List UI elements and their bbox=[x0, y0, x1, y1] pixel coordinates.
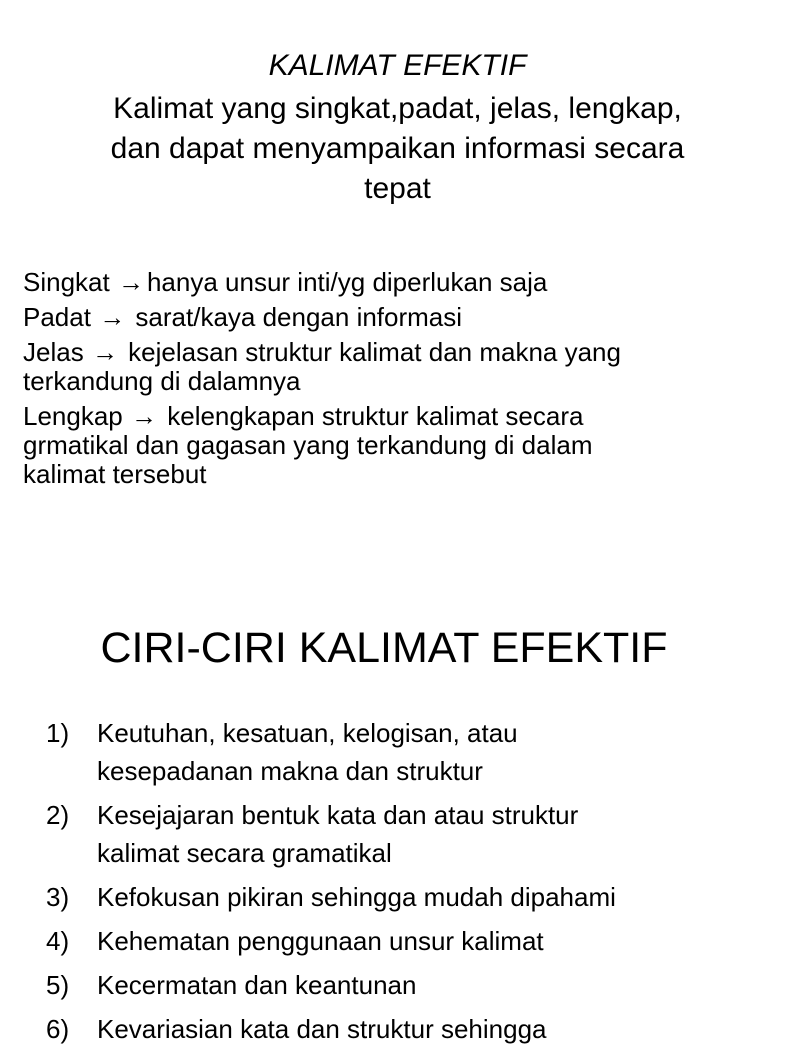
list-text-line: kesepadanan makna dan struktur bbox=[97, 756, 483, 786]
definition-item bbox=[23, 338, 743, 396]
definition-term: Lengkap bbox=[23, 401, 123, 431]
definition-item bbox=[23, 303, 743, 332]
list-number: 1) bbox=[46, 718, 70, 748]
slide-subtitle bbox=[40, 89, 755, 209]
arrow-right-icon: → bbox=[99, 302, 126, 332]
definition-term: Padat bbox=[23, 302, 91, 332]
definition-line bbox=[23, 338, 743, 367]
definition-line bbox=[23, 303, 743, 332]
list-text bbox=[97, 714, 746, 790]
list-text-line: kalimat secara gramatikal bbox=[97, 838, 392, 868]
characteristics-list bbox=[46, 714, 746, 1054]
definition-list bbox=[23, 268, 743, 495]
list-text-line: Kevariasian kata dan struktur sehingga bbox=[97, 1014, 547, 1044]
list-text bbox=[97, 1010, 746, 1048]
definition-item bbox=[23, 268, 743, 297]
definition-text: sarat/kaya dengan informasi bbox=[135, 302, 463, 332]
list-text bbox=[97, 796, 746, 872]
definition-item bbox=[23, 402, 743, 489]
arrow-right-icon: → bbox=[131, 401, 157, 431]
definition-term: Jelas bbox=[23, 337, 84, 367]
list-number: 5) bbox=[46, 970, 70, 1000]
list-text-line: Keutuhan, kesatuan, kelogisan, atau bbox=[97, 718, 518, 748]
list-text-line: Kesejajaran bentuk kata dan atau struktur bbox=[97, 800, 579, 830]
subtitle-line: dan dapat menyampaikan informasi secara bbox=[110, 132, 685, 165]
list-text-line: Kehematan penggunaan unsur kalimat bbox=[97, 926, 544, 956]
arrow-right-icon: → bbox=[91, 337, 118, 367]
list-text bbox=[97, 922, 746, 960]
subtitle-line: tepat bbox=[364, 172, 431, 205]
list-item bbox=[46, 878, 746, 916]
definition-text: hanya unsur inti/yg diperlukan saja bbox=[146, 267, 548, 297]
definition-line bbox=[23, 402, 743, 431]
definition-term: Singkat bbox=[23, 267, 110, 297]
list-number: 4) bbox=[46, 926, 70, 956]
list-number: 2) bbox=[46, 800, 70, 830]
list-item bbox=[46, 714, 746, 790]
list-text-line: Kecermatan dan keantunan bbox=[97, 970, 417, 1000]
arrow-right-icon: → bbox=[117, 267, 144, 297]
list-number: 6) bbox=[46, 1014, 70, 1044]
list-item bbox=[46, 1010, 746, 1048]
list-number: 3) bbox=[46, 882, 70, 912]
list-item bbox=[46, 966, 746, 1004]
definition-text: grmatikal dan gagasan yang terkandung di dalam bbox=[23, 430, 593, 460]
definition-text: kelengkapan struktur kalimat secara bbox=[167, 401, 584, 431]
section-title: CIRI-CIRI KALIMAT EFEKTIF bbox=[100, 624, 668, 672]
definition-line bbox=[23, 268, 743, 297]
list-text-line: Kefokusan pikiran sehingga mudah dipahami bbox=[97, 882, 616, 912]
list-item bbox=[46, 922, 746, 960]
definition-text: terkandung di dalamnya bbox=[23, 366, 301, 396]
list-text bbox=[97, 878, 746, 916]
definition-text: kejelasan struktur kalimat dan makna yang bbox=[128, 337, 621, 367]
list-item bbox=[46, 796, 746, 872]
subtitle-line: Kalimat yang singkat,padat, jelas, lengkap, bbox=[113, 92, 682, 125]
definition-text: kalimat tersebut bbox=[23, 459, 207, 489]
list-text bbox=[97, 966, 746, 1004]
slide-title: KALIMAT EFEKTIF bbox=[268, 49, 527, 82]
